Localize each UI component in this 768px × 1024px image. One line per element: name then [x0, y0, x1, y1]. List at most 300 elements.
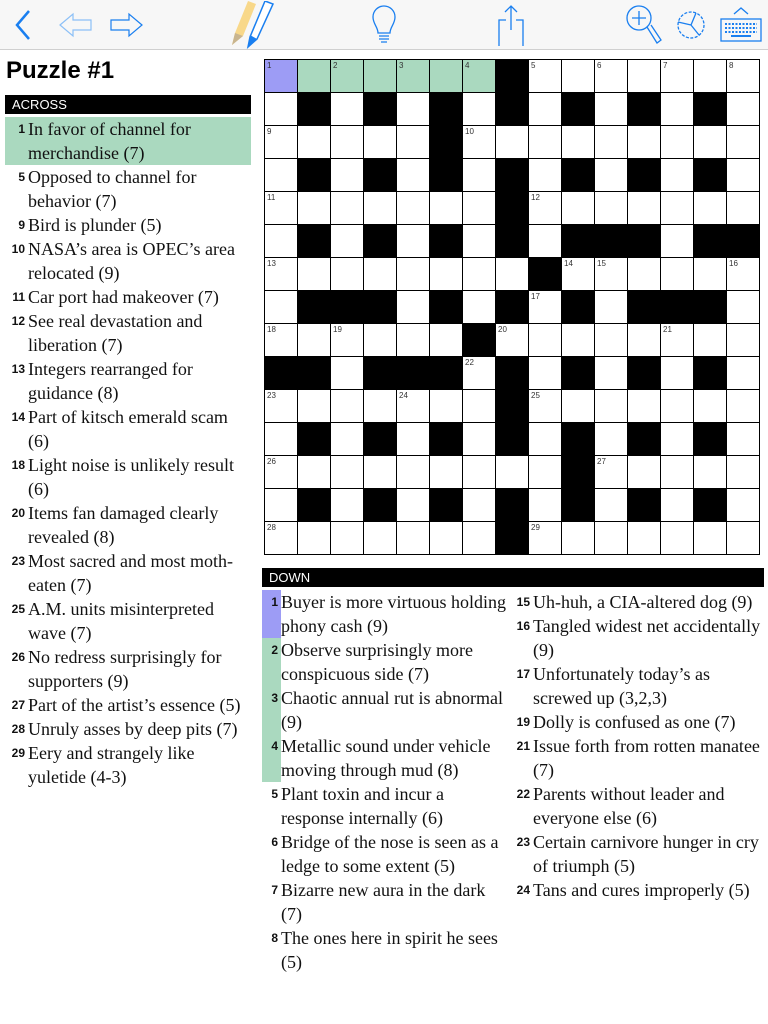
across-header: ACROSS [5, 95, 251, 114]
grid-cell[interactable] [727, 522, 760, 555]
across-clue-list [5, 117, 251, 789]
clue-number: 12 [11, 314, 25, 328]
grid-cell[interactable] [727, 456, 760, 489]
grid-cell[interactable] [364, 522, 397, 555]
grid-cell[interactable] [727, 291, 760, 324]
grid-cell[interactable] [397, 126, 430, 159]
settings-gear-icon[interactable] [671, 0, 711, 50]
grid-cell[interactable] [694, 456, 727, 489]
puzzle-title: Puzzle #1 [6, 57, 115, 84]
black-square [364, 159, 397, 192]
clue-text: Light noise is unlikely result (6) [28, 455, 234, 499]
grid-cell[interactable] [265, 225, 298, 258]
black-square [298, 93, 331, 126]
grid-cell[interactable] [595, 192, 628, 225]
grid-cell[interactable] [661, 489, 694, 522]
grid-cell[interactable] [727, 324, 760, 357]
clue-item[interactable] [5, 501, 251, 549]
clue-number: 6 [271, 835, 278, 849]
grid-cell[interactable] [529, 159, 562, 192]
grid-cell[interactable] [397, 159, 430, 192]
clue-item[interactable] [5, 213, 251, 237]
grid-cell[interactable] [265, 93, 298, 126]
black-square [694, 489, 727, 522]
cell-number: 28 [267, 523, 276, 532]
cell-number: 13 [267, 259, 276, 268]
grid-cell[interactable] [397, 93, 430, 126]
grid-cell[interactable] [397, 390, 430, 423]
clue-item[interactable] [514, 878, 764, 902]
black-square [364, 423, 397, 456]
clue-number: 5 [18, 170, 25, 184]
grid-cell[interactable] [298, 522, 331, 555]
clue-text: NASA’s area is OPEC’s area relocated (9) [28, 239, 235, 283]
grid-cell[interactable] [397, 60, 430, 93]
grid-cell[interactable] [265, 522, 298, 555]
grid-cell[interactable] [661, 324, 694, 357]
grid-cell[interactable] [463, 93, 496, 126]
grid-cell[interactable] [595, 456, 628, 489]
clue-item[interactable] [5, 741, 251, 789]
grid-cell[interactable] [628, 456, 661, 489]
black-square [463, 324, 496, 357]
grid-cell[interactable] [463, 489, 496, 522]
grid-cell[interactable] [463, 159, 496, 192]
clue-text: Part of kitsch emerald scam (6) [28, 407, 228, 451]
cell-number: 4 [465, 61, 470, 70]
grid-cell[interactable] [595, 324, 628, 357]
grid-cell[interactable] [430, 60, 463, 93]
clue-text: Plant toxin and incur a response internally (6) [281, 784, 444, 828]
black-square [661, 291, 694, 324]
grid-cell[interactable] [529, 60, 562, 93]
grid-cell[interactable] [529, 423, 562, 456]
grid-cell[interactable] [463, 60, 496, 93]
black-square [496, 390, 529, 423]
clue-item[interactable] [514, 662, 764, 710]
grid-cell[interactable] [694, 258, 727, 291]
clue-item[interactable] [262, 782, 510, 830]
cell-number: 26 [267, 457, 276, 466]
grid-cell[interactable] [727, 192, 760, 225]
clue-number: 8 [271, 931, 278, 945]
clue-item[interactable] [514, 614, 764, 662]
clue-text: Metallic sound under vehicle moving through mud (8) [281, 736, 491, 780]
grid-cell[interactable] [265, 423, 298, 456]
black-square [265, 357, 298, 390]
grid-cell[interactable] [331, 93, 364, 126]
grid-cell[interactable] [265, 456, 298, 489]
black-square [430, 93, 463, 126]
grid-cell[interactable] [661, 126, 694, 159]
clue-item[interactable] [5, 237, 251, 285]
grid-cell[interactable] [265, 324, 298, 357]
black-square [562, 357, 595, 390]
grid-cell[interactable] [661, 258, 694, 291]
clue-text: Certain carnivore hunger in cry of triumph (5) [533, 832, 759, 876]
clue-text: Chaotic annual rut is abnormal (9) [281, 688, 503, 732]
clue-item[interactable] [5, 693, 251, 717]
grid-cell[interactable] [463, 522, 496, 555]
grid-cell[interactable] [331, 225, 364, 258]
clue-item[interactable] [5, 405, 251, 453]
grid-cell[interactable] [661, 456, 694, 489]
grid-cell[interactable] [463, 291, 496, 324]
clue-item[interactable] [262, 830, 510, 878]
clue-item[interactable] [262, 878, 510, 926]
black-square [562, 456, 595, 489]
zoom-in-icon[interactable] [624, 0, 664, 50]
clue-number: 15 [516, 595, 530, 609]
black-square [562, 489, 595, 522]
grid-cell[interactable] [562, 126, 595, 159]
black-square [298, 225, 331, 258]
grid-cell[interactable] [298, 126, 331, 159]
clue-number: 28 [11, 722, 25, 736]
grid-cell[interactable] [463, 390, 496, 423]
grid-cell[interactable] [397, 258, 430, 291]
grid-cell[interactable] [628, 258, 661, 291]
grid-cell[interactable] [265, 291, 298, 324]
clue-number: 21 [516, 739, 530, 753]
cell-number: 18 [267, 325, 276, 334]
grid-cell[interactable] [529, 357, 562, 390]
back-chevron-icon[interactable] [8, 0, 38, 50]
cell-number: 17 [531, 292, 540, 301]
cell-number: 2 [333, 61, 338, 70]
grid-cell[interactable] [430, 390, 463, 423]
grid-cell[interactable] [661, 159, 694, 192]
grid-cell[interactable] [331, 324, 364, 357]
grid-cell[interactable] [595, 93, 628, 126]
black-square [694, 357, 727, 390]
grid-cell[interactable] [694, 522, 727, 555]
grid-cell[interactable] [529, 489, 562, 522]
grid-cell[interactable] [331, 423, 364, 456]
grid-cell[interactable] [331, 192, 364, 225]
grid-cell[interactable] [595, 522, 628, 555]
grid-cell[interactable] [331, 159, 364, 192]
grid-cell[interactable] [364, 390, 397, 423]
grid-cell[interactable] [595, 357, 628, 390]
grid-cell[interactable] [661, 225, 694, 258]
grid-cell[interactable] [727, 489, 760, 522]
grid-cell[interactable] [331, 126, 364, 159]
grid-cell[interactable] [397, 423, 430, 456]
crossword-grid [264, 59, 760, 555]
grid-cell[interactable] [529, 522, 562, 555]
grid-cell[interactable] [397, 291, 430, 324]
grid-cell[interactable] [298, 192, 331, 225]
black-square [496, 423, 529, 456]
grid-cell[interactable] [298, 324, 331, 357]
grid-cell[interactable] [529, 456, 562, 489]
clue-item[interactable] [262, 686, 510, 734]
grid-cell[interactable] [397, 225, 430, 258]
grid-cell[interactable] [397, 456, 430, 489]
cell-number: 6 [597, 61, 602, 70]
grid-cell[interactable] [727, 60, 760, 93]
clue-number: 23 [516, 835, 530, 849]
clue-item[interactable] [262, 926, 510, 974]
black-square [430, 225, 463, 258]
clue-number: 3 [262, 686, 281, 734]
undo-arrow-icon[interactable] [56, 0, 96, 50]
grid-cell[interactable] [595, 159, 628, 192]
grid-cell[interactable] [727, 423, 760, 456]
grid-cell[interactable] [463, 357, 496, 390]
grid-cell[interactable] [562, 324, 595, 357]
grid-cell[interactable] [364, 258, 397, 291]
cell-number: 25 [531, 391, 540, 400]
toolbar [0, 0, 768, 50]
grid-cell[interactable] [595, 126, 628, 159]
cell-number: 9 [267, 127, 272, 136]
grid-cell[interactable] [463, 126, 496, 159]
grid-cell[interactable] [496, 258, 529, 291]
black-square [562, 291, 595, 324]
black-square [298, 357, 331, 390]
grid-cell[interactable] [298, 456, 331, 489]
grid-cell[interactable] [463, 456, 496, 489]
grid-cell[interactable] [628, 390, 661, 423]
grid-cell[interactable] [397, 489, 430, 522]
clue-text: A.M. units misinterpreted wave (7) [28, 599, 214, 643]
clue-number: 24 [516, 883, 530, 897]
clue-text: Tangled widest net accidentally (9) [533, 616, 761, 660]
cell-number: 7 [663, 61, 668, 70]
grid-cell[interactable] [661, 357, 694, 390]
clue-text: Unfortunately today’s as screwed up (3,2,3) [533, 664, 710, 708]
grid-cell[interactable] [265, 126, 298, 159]
grid-cell[interactable] [661, 93, 694, 126]
clue-item[interactable] [262, 734, 510, 782]
grid-cell[interactable] [727, 258, 760, 291]
black-square [628, 291, 661, 324]
grid-cell[interactable] [562, 192, 595, 225]
grid-cell[interactable] [331, 456, 364, 489]
black-square [628, 357, 661, 390]
clue-number: 25 [11, 602, 25, 616]
grid-cell[interactable] [628, 192, 661, 225]
grid-cell[interactable] [298, 258, 331, 291]
grid-cell[interactable] [496, 456, 529, 489]
grid-cell[interactable] [496, 324, 529, 357]
clue-text: Eery and strangely like yuletide (4-3) [28, 743, 195, 787]
cell-number: 22 [465, 358, 474, 367]
black-square [562, 159, 595, 192]
grid-cell[interactable] [298, 390, 331, 423]
black-square [298, 291, 331, 324]
grid-cell[interactable] [430, 522, 463, 555]
grid-cell[interactable] [364, 192, 397, 225]
grid-cell[interactable] [595, 423, 628, 456]
clue-item[interactable] [5, 357, 251, 405]
black-square [628, 93, 661, 126]
cell-number: 15 [597, 259, 606, 268]
grid-cell[interactable] [727, 357, 760, 390]
share-icon[interactable] [494, 0, 528, 50]
grid-cell[interactable] [331, 60, 364, 93]
clue-text: Buyer is more virtuous holding phony cash (9) [281, 592, 506, 636]
grid-cell[interactable] [265, 192, 298, 225]
grid-cell[interactable] [529, 126, 562, 159]
cell-number: 5 [531, 61, 536, 70]
grid-cell[interactable] [628, 126, 661, 159]
clue-text: See real devastation and liberation (7) [28, 311, 203, 355]
clue-item[interactable] [5, 309, 251, 357]
grid-cell[interactable] [331, 357, 364, 390]
clue-item[interactable] [514, 734, 764, 782]
clue-item[interactable] [262, 638, 510, 686]
clue-item[interactable] [262, 590, 510, 638]
clue-item[interactable] [514, 782, 764, 830]
cell-number: 3 [399, 61, 404, 70]
black-square [496, 357, 529, 390]
grid-cell[interactable] [430, 192, 463, 225]
grid-cell[interactable] [562, 60, 595, 93]
grid-cell[interactable] [727, 93, 760, 126]
clue-number: 22 [516, 787, 530, 801]
grid-cell[interactable] [265, 489, 298, 522]
black-square [298, 489, 331, 522]
grid-cell[interactable] [661, 522, 694, 555]
clue-item[interactable] [5, 717, 251, 741]
grid-cell[interactable] [661, 390, 694, 423]
hint-lightbulb-icon[interactable] [368, 0, 400, 50]
grid-cell[interactable] [463, 423, 496, 456]
black-square [595, 225, 628, 258]
black-square [496, 159, 529, 192]
clue-text: In favor of channel for merchandise (7) [28, 119, 191, 163]
grid-cell[interactable] [331, 489, 364, 522]
keyboard-icon[interactable] [718, 0, 764, 50]
grid-cell[interactable] [496, 126, 529, 159]
grid-cell[interactable] [265, 390, 298, 423]
grid-cell[interactable] [628, 324, 661, 357]
grid-cell[interactable] [727, 390, 760, 423]
cell-number: 21 [663, 325, 672, 334]
grid-cell[interactable] [529, 324, 562, 357]
black-square [562, 93, 595, 126]
grid-cell[interactable] [331, 390, 364, 423]
black-square [397, 357, 430, 390]
clue-text: Dolly is confused as one (7) [533, 712, 736, 732]
grid-cell[interactable] [364, 324, 397, 357]
clue-text: Issue forth from rotten manatee (7) [533, 736, 760, 780]
grid-cell[interactable] [694, 192, 727, 225]
grid-cell[interactable] [397, 522, 430, 555]
grid-cell[interactable] [430, 258, 463, 291]
black-square [496, 192, 529, 225]
grid-cell[interactable] [265, 159, 298, 192]
grid-cell[interactable] [628, 60, 661, 93]
grid-cell[interactable] [364, 60, 397, 93]
grid-cell[interactable] [727, 126, 760, 159]
grid-cell[interactable] [397, 192, 430, 225]
grid-cell[interactable] [298, 60, 331, 93]
grid-cell[interactable] [331, 258, 364, 291]
grid-cell[interactable] [562, 390, 595, 423]
grid-cell[interactable] [694, 126, 727, 159]
grid-cell[interactable] [562, 258, 595, 291]
black-square [694, 423, 727, 456]
grid-cell[interactable] [364, 126, 397, 159]
clue-item[interactable] [5, 597, 251, 645]
clue-item[interactable] [5, 117, 251, 165]
grid-cell[interactable] [265, 60, 298, 93]
clue-item[interactable] [5, 285, 251, 309]
grid-cell[interactable] [529, 291, 562, 324]
clue-item[interactable] [514, 710, 764, 734]
grid-cell[interactable] [595, 258, 628, 291]
grid-cell[interactable] [562, 522, 595, 555]
clue-text: Most sacred and most moth-eaten (7) [28, 551, 233, 595]
grid-cell[interactable] [661, 60, 694, 93]
grid-cell[interactable] [529, 93, 562, 126]
black-square [430, 489, 463, 522]
clue-number: 7 [271, 883, 278, 897]
black-square [694, 159, 727, 192]
black-square [496, 60, 529, 93]
grid-cell[interactable] [463, 225, 496, 258]
grid-cell[interactable] [463, 192, 496, 225]
grid-cell[interactable] [364, 456, 397, 489]
grid-cell[interactable] [265, 258, 298, 291]
grid-cell[interactable] [595, 390, 628, 423]
grid-cell[interactable] [595, 60, 628, 93]
grid-cell[interactable] [628, 522, 661, 555]
grid-cell[interactable] [430, 324, 463, 357]
pencil-pen-icon[interactable] [226, 0, 282, 50]
black-square [694, 291, 727, 324]
grid-cell[interactable] [397, 324, 430, 357]
clue-number: 26 [11, 650, 25, 664]
grid-cell[interactable] [430, 456, 463, 489]
grid-cell[interactable] [661, 192, 694, 225]
cell-number: 19 [333, 325, 342, 334]
clue-text: Bird is plunder (5) [28, 215, 162, 235]
clue-item[interactable] [5, 165, 251, 213]
grid-cell[interactable] [595, 291, 628, 324]
clue-number: 5 [271, 787, 278, 801]
grid-cell[interactable] [661, 423, 694, 456]
grid-cell[interactable] [463, 258, 496, 291]
clue-item[interactable] [5, 549, 251, 597]
grid-cell[interactable] [529, 192, 562, 225]
clue-item[interactable] [514, 830, 764, 878]
grid-cell[interactable] [331, 522, 364, 555]
down-clue-list-right [514, 590, 764, 902]
clue-item[interactable] [5, 453, 251, 501]
clue-number: 1 [262, 590, 281, 638]
grid-cell[interactable] [595, 489, 628, 522]
grid-cell[interactable] [694, 324, 727, 357]
grid-cell[interactable] [727, 159, 760, 192]
black-square [430, 126, 463, 159]
clue-item[interactable] [5, 645, 251, 693]
grid-cell[interactable] [529, 390, 562, 423]
clue-item[interactable] [514, 590, 764, 614]
black-square [298, 423, 331, 456]
grid-cell[interactable] [529, 225, 562, 258]
down-clue-list-left [262, 590, 510, 974]
black-square [364, 291, 397, 324]
redo-arrow-icon[interactable] [106, 0, 146, 50]
grid-cell[interactable] [694, 390, 727, 423]
grid-cell[interactable] [694, 60, 727, 93]
clue-text: Bizarre new aura in the dark (7) [281, 880, 486, 924]
